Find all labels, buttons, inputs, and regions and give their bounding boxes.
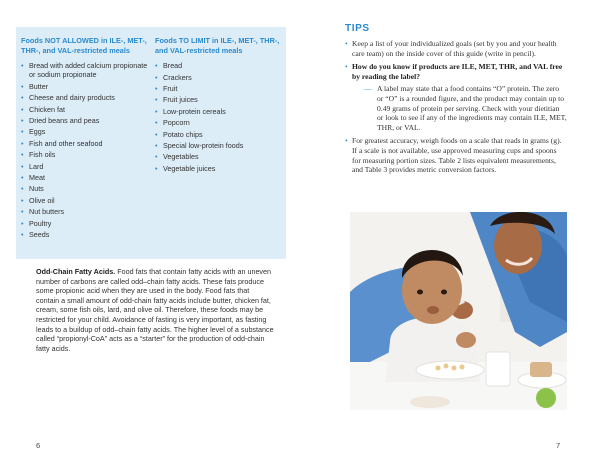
- list-item: • Seeds: [21, 230, 149, 239]
- list-item: • Nut butters: [21, 207, 149, 216]
- to-limit-heading: Foods TO LIMIT in ILE-, MET-, THR-, and VAL-restricted meals: [155, 36, 280, 55]
- list-item: • Bread: [155, 61, 283, 70]
- odd-chain-body: Food fats that contain fatty acids with an uneven number of carbons are called odd–chain fatty acids. These fats produce some propionic acid when they are used in the body. Food fats that contain a small amount of odd-chain fatty acids include butter, chicken fat, cream, some fish oils, lard, and olive oil. Therefore, these foods may be restricted for your child. Avoidance of fasting is very important, as fasting leads to a buildup of odd–chain fatty acids. The higher level of a substance called “propionyl-CoA” acts as a “starter” for the production of odd-chain fatty acids.: [36, 267, 274, 353]
- tip-question: How do you know if products are ILE, MET, THR, and VAL free by reading the label?: [352, 62, 563, 81]
- list-item: • Butter: [21, 82, 149, 91]
- odd-chain-lead: Odd-Chain Fatty Acids.: [36, 267, 116, 276]
- list-item: • Vegetables: [155, 152, 283, 161]
- not-allowed-column: [21, 36, 149, 241]
- list-item: • Vegetable juices: [155, 164, 283, 173]
- tip-answer: A label may state that a food contains “O” protein. The zero or “O” is a rounded figure, and the product may contain up to 0.49 grams of protein per serving. Check with your dietitian or look to see if any of the ingredients may contain ILE, MET, THR, or VAL.: [377, 84, 567, 132]
- list-item: • Popcorn: [155, 118, 283, 127]
- list-item: • Cheese and dairy products: [21, 93, 149, 102]
- list-item: • Nuts: [21, 184, 149, 193]
- list-item: • Dried beans and peas: [21, 116, 149, 125]
- list-item: • Bread with added calcium propionate or sodium propionate: [21, 61, 149, 80]
- tip-text: For greatest accuracy, weigh foods on a scale that reads in grams (g). If a scale is not available, use approved measuring cups and spoons for measuring portion sizes. Table 2 lists equivalent measurements, and Table 3 provides metric conversion factors.: [352, 136, 562, 175]
- tip-item: [345, 62, 567, 132]
- not-allowed-heading: Foods NOT ALLOWED in ILE-, MET-, THR-, and VAL-restricted meals: [21, 36, 147, 55]
- list-item: • Low-protein cereals: [155, 107, 283, 116]
- to-limit-list: [155, 61, 283, 173]
- page-number-right: 7: [556, 441, 561, 450]
- odd-chain-paragraph: [36, 267, 274, 353]
- list-item: • Fruit juices: [155, 95, 283, 104]
- list-item: • Lard: [21, 162, 149, 171]
- parent-feeding-child-photo: [350, 212, 567, 410]
- list-item: • Meat: [21, 173, 149, 182]
- list-item: • Olive oil: [21, 196, 149, 205]
- list-item: • Eggs: [21, 127, 149, 136]
- tips-list: [345, 39, 567, 179]
- list-item: • Chicken fat: [21, 105, 149, 114]
- list-item: • Fish oils: [21, 150, 149, 159]
- list-item: • Fruit: [155, 84, 283, 93]
- to-limit-column: [155, 36, 283, 175]
- tip-item: [345, 136, 567, 174]
- food-list-box: [16, 27, 286, 259]
- list-item: • Crackers: [155, 73, 283, 82]
- dash-icon: —: [364, 84, 372, 94]
- list-item: • Special low-protein foods: [155, 141, 283, 150]
- list-item: • Poultry: [21, 219, 149, 228]
- tip-sub-item: [358, 84, 567, 132]
- list-item: • Potato chips: [155, 130, 283, 139]
- list-item: • Fish and other seafood: [21, 139, 149, 148]
- tips-title: TIPS: [345, 23, 370, 34]
- tip-item: [345, 39, 567, 58]
- tip-text: Keep a list of your individualized goals (set by you and your health care team) on the inside cover of this guide (write in pencil).: [352, 39, 557, 58]
- page-number-left: 6: [36, 441, 41, 450]
- not-allowed-list: [21, 61, 149, 239]
